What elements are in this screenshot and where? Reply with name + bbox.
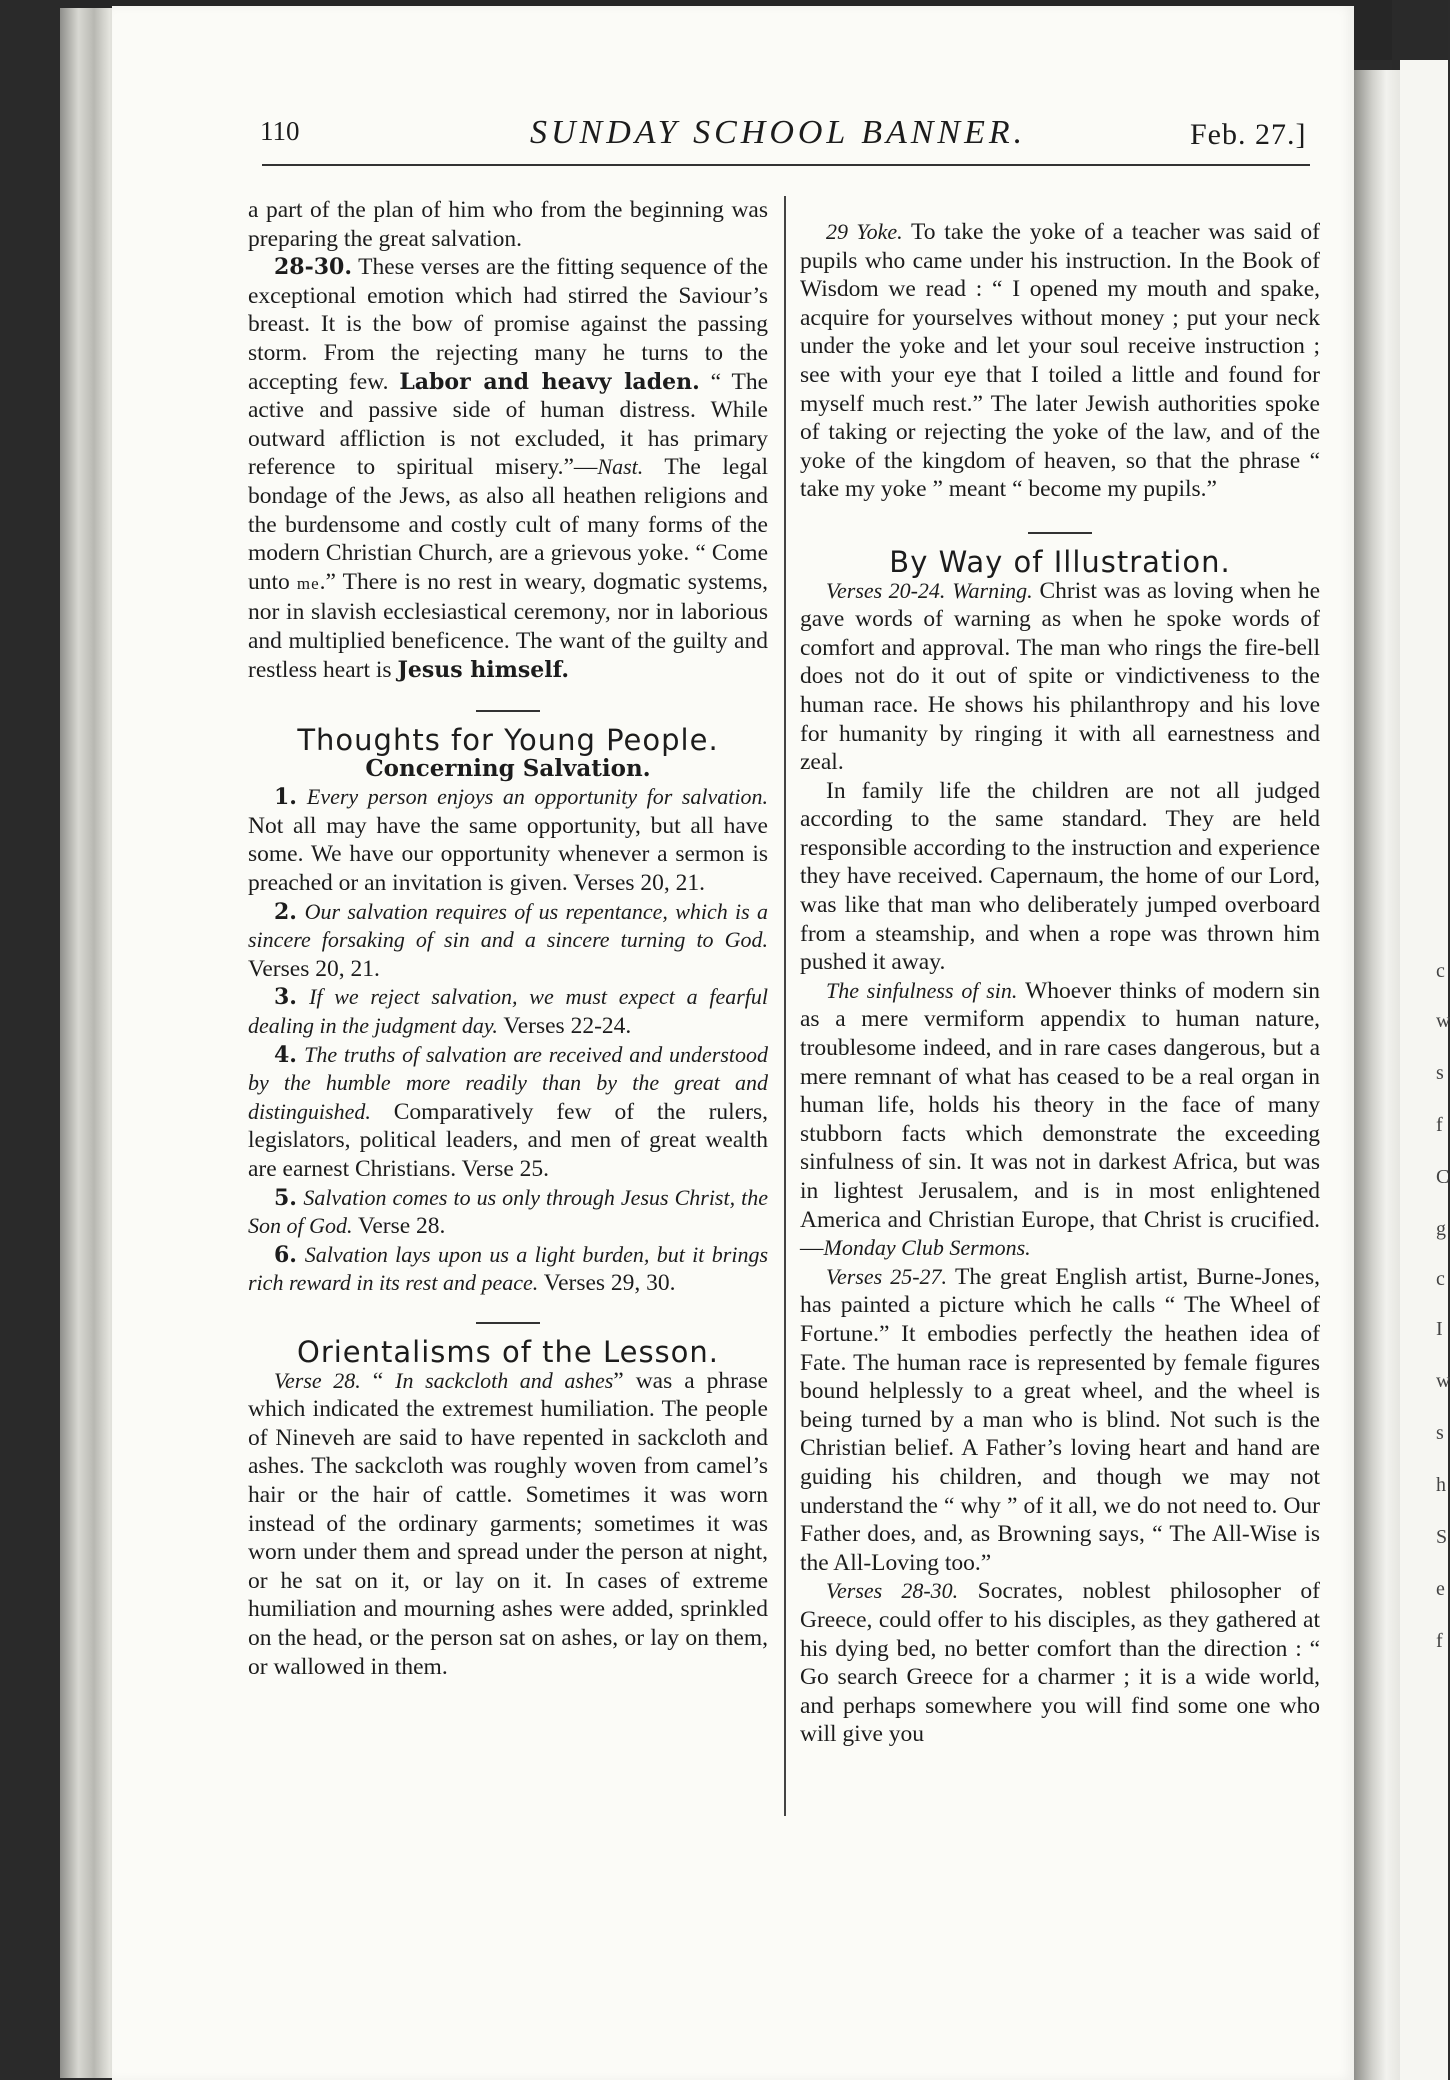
next-page-char: s bbox=[1436, 1422, 1444, 1444]
journal-title: SUNDAY SCHOOL BANNER. bbox=[530, 114, 1027, 151]
verse-reference: Verses 28-30. bbox=[826, 1578, 959, 1604]
paragraph-text: These verses are the fitting sequence of the exceptional emotion which had stirred the Saviour’s breast. It is the bow of promise against the passing storm. From the rejecting many he turns to the accepting few. bbox=[248, 254, 768, 395]
paragraph-text: “ bbox=[360, 1367, 396, 1394]
item-italic: Salvation lays upon us a light burden, but it brings rich reward in its rest and peace. bbox=[248, 1241, 769, 1296]
next-page-char: w bbox=[1436, 1370, 1450, 1392]
left-column bbox=[248, 196, 768, 1681]
item-number: 1. bbox=[274, 784, 297, 811]
thought-item bbox=[248, 1241, 768, 1298]
next-page-fragment bbox=[1436, 0, 1448, 2080]
verses-28-30-illustration bbox=[800, 1577, 1320, 1749]
paragraph-text: Christ was as loving when he gave words of warning as when he spoke words of comfort and approval. The man who rings the fire-bell does not do it out of spite or vindictiveness to the human race. He shows his philanthropy and his love for humanity by ringing it with all earnestness and zeal. bbox=[800, 577, 1320, 776]
next-page-char: C bbox=[1436, 1166, 1450, 1188]
quoted-phrase: In sackcloth and ashes bbox=[395, 1367, 614, 1393]
section-heading-thoughts: Thoughts for Young People. bbox=[297, 723, 719, 758]
page-number: 110 bbox=[260, 116, 300, 146]
item-number: 2. bbox=[274, 898, 297, 925]
bold-phrase: Labor and heavy laden. bbox=[399, 368, 700, 395]
next-page-char: c bbox=[1436, 1268, 1445, 1290]
item-text: Verses 20, 21. bbox=[248, 955, 380, 982]
section-heading-orientalisms: Orientalisms of the Lesson. bbox=[297, 1334, 719, 1369]
item-italic: Salvation comes to us only through Jesus Christ, the Son of God. bbox=[248, 1184, 768, 1239]
verse-reference: Verses 20-24. bbox=[826, 577, 946, 603]
verse-reference: Verses 25-27. bbox=[826, 1263, 948, 1289]
next-page-char: w bbox=[1436, 1010, 1450, 1032]
next-page-char: s bbox=[1436, 1062, 1444, 1084]
item-text: Not all may have the same opportunity, but all have some. We have our opportunity whenever a sermon is preached or an invitation is given. Verses 20, 21. bbox=[248, 812, 768, 897]
sinfulness-paragraph bbox=[800, 977, 1320, 1263]
item-number: 6. bbox=[274, 1241, 297, 1268]
item-text: Verses 29, 30. bbox=[538, 1270, 676, 1297]
intro-paragraph: a part of the plan of him who from the beginning was preparing the great salvation. bbox=[248, 197, 768, 252]
thought-item bbox=[248, 783, 768, 897]
item-text: Comparatively few of the rulers, legislators, political leaders, and men of great wealth are earnest Christians. Verse 25. bbox=[248, 1098, 768, 1182]
topic-italic: The sinfulness of sin. bbox=[826, 977, 1018, 1003]
paragraph-text: The great English artist, Burne-Jones, has painted a picture which he calls “ The Wheel of Fortune.” It embodies perfectly the heathen idea of Fate. The human race is represented by female figures bound helplessly to a great wheel, and the wheel is being turned by a man who is blind. Not such is the Christian belief. A Father’s loving heart and hand are guiding his children, and though we may not understand the “ why ” of it all, we do not need to. Our Father does, and, as Browning says, “ The All-Wise is the All-Loving too.” bbox=[800, 1263, 1320, 1576]
family-paragraph: In family life the children are not all judged according to the same standard. They are held responsible according to the instruction and experience they have received. Capernaum, the home of our Lord, was like that man who deliberately jumped overboard from a steamship, and when a rope was thrown him pushed it away. bbox=[800, 777, 1320, 976]
paragraph-text: Whoever thinks of modern sin as a mere vermiform appendix to human nature, troublesome indeed, and in rare cases dangerous, but a mere remnant of what has ceased to be a real organ in human life, holds his theory in the face of many stubborn facts which demonstrate the exceeding sinfulness of sin. It was not in darkest Africa, but was in lightest Jerusalem, and is in most enlightened America and Christian Europe, that Christ is crucified.— bbox=[800, 977, 1320, 1262]
verses-25-27-paragraph bbox=[800, 1263, 1320, 1578]
item-number: 4. bbox=[274, 1041, 297, 1068]
next-page-char: g bbox=[1436, 1218, 1446, 1240]
item-italic: Every person enjoys an opportunity for salvation. bbox=[306, 784, 769, 810]
item-number: 3. bbox=[274, 984, 297, 1011]
paragraph-text: .” There is no rest in weary, dogmatic systems, nor in slavish ecclesiastical ceremony, nor in laborious and multiplied beneficence. The want of the guilty and restless heart is bbox=[248, 568, 769, 683]
paragraph-text: The legal bondage of the Jews, as also all heathen religions and the burdensome and costly cult of many forms of the modern Christian Church, are a grievous yoke. “ Come unto bbox=[248, 454, 769, 595]
paragraph-text: “ The active and passive side of human distress. While outward affliction is not excluded, it has primary reference to spiritual misery.”— bbox=[248, 368, 768, 481]
small-caps-word: me bbox=[296, 573, 320, 593]
section-subheading: Concerning Salvation. bbox=[365, 754, 651, 782]
item-text: Verses 22-24. bbox=[497, 1013, 632, 1040]
next-page-char: c bbox=[1436, 960, 1445, 982]
page-header bbox=[260, 112, 1330, 172]
next-page-char: h bbox=[1436, 1474, 1446, 1496]
issue-date: Feb. 27.] bbox=[1190, 118, 1307, 151]
thought-item bbox=[248, 1184, 768, 1241]
paragraph-text: ” was a phrase which indicated the extremest humiliation. The people of Nineveh are said to have repented in sackcloth and ashes. The sackcloth was roughly woven from camel’s hair or the hair of cattle. Sometimes it was worn instead of the ordinary garments; sometimes it was worn under them and spread under the person at night, or he sat on it, or lay on it. In cases of extreme humiliation and mourning ashes were added, sprinkled on the head, or the person sat on ashes, or lay on them, or wallowed in them. bbox=[248, 1367, 768, 1680]
item-italic: The truths of salvation are received and understood by the humble more readily than by the great and distinguished. bbox=[248, 1041, 768, 1124]
thought-item bbox=[248, 1041, 768, 1184]
yoke-paragraph bbox=[800, 218, 1320, 504]
verse-number: 28-30. bbox=[274, 254, 353, 281]
item-number: 5. bbox=[274, 1184, 297, 1211]
paragraph-text: Socrates, noblest philosopher of Greece, could offer to his disciples, as they gathered at his dying bed, no better comfort than the direction : “ Go search Greece for a charmer ; it is a wide world, and perhaps somewhere you will find some one who will give you bbox=[800, 1578, 1320, 1748]
bold-phrase: Jesus himself. bbox=[397, 656, 569, 683]
verse-reference: Verse 28. bbox=[274, 1367, 361, 1393]
next-page-char: f bbox=[1436, 1114, 1443, 1136]
header-rule bbox=[262, 164, 1310, 166]
item-text: Verse 28. bbox=[352, 1213, 446, 1240]
verses-28-30-paragraph bbox=[248, 253, 768, 684]
warning-paragraph bbox=[800, 577, 1320, 777]
thought-item bbox=[248, 898, 768, 984]
next-page-char: f bbox=[1436, 1630, 1443, 1652]
citation: Monday Club Sermons. bbox=[823, 1235, 1031, 1261]
next-page-char: I bbox=[1436, 1318, 1443, 1340]
page-gutter-shadow bbox=[1354, 70, 1400, 2080]
verse-reference: 29 Yoke. bbox=[826, 219, 903, 244]
right-column bbox=[800, 218, 1320, 1749]
next-page-char: e bbox=[1436, 1578, 1445, 1600]
section-heading-illustration: By Way of Illustration. bbox=[889, 544, 1231, 579]
citation: Nast. bbox=[597, 454, 644, 480]
column-divider bbox=[784, 196, 786, 1816]
topic-italic: Warning. bbox=[952, 577, 1033, 603]
item-italic: If we reject salvation, we must expect a fearful dealing in the judgment day. bbox=[248, 984, 769, 1039]
paragraph-text: To take the yoke of a teacher was said of pupils who came under his instruction. In the Book of Wisdom we read : “ I opened my mouth and spake, acquire for yourselves without money ; put your neck under the yoke and let your soul receive instruction ; see with your eye that I toiled a little and found for myself much rest.” The later Jewish authorities spoke of taking or rejecting the yoke of the law, and of the yoke of the kingdom of heaven, so that the phrase “ take my yoke ” meant “ become my pupils.” bbox=[800, 219, 1320, 503]
thought-item bbox=[248, 983, 768, 1040]
orientalism-paragraph bbox=[248, 1367, 768, 1682]
item-italic: Our salvation requires of us repentance, which is a sincere forsaking of sin and a sincere turning to God. bbox=[248, 898, 768, 953]
next-page-char: S bbox=[1436, 1526, 1448, 1548]
